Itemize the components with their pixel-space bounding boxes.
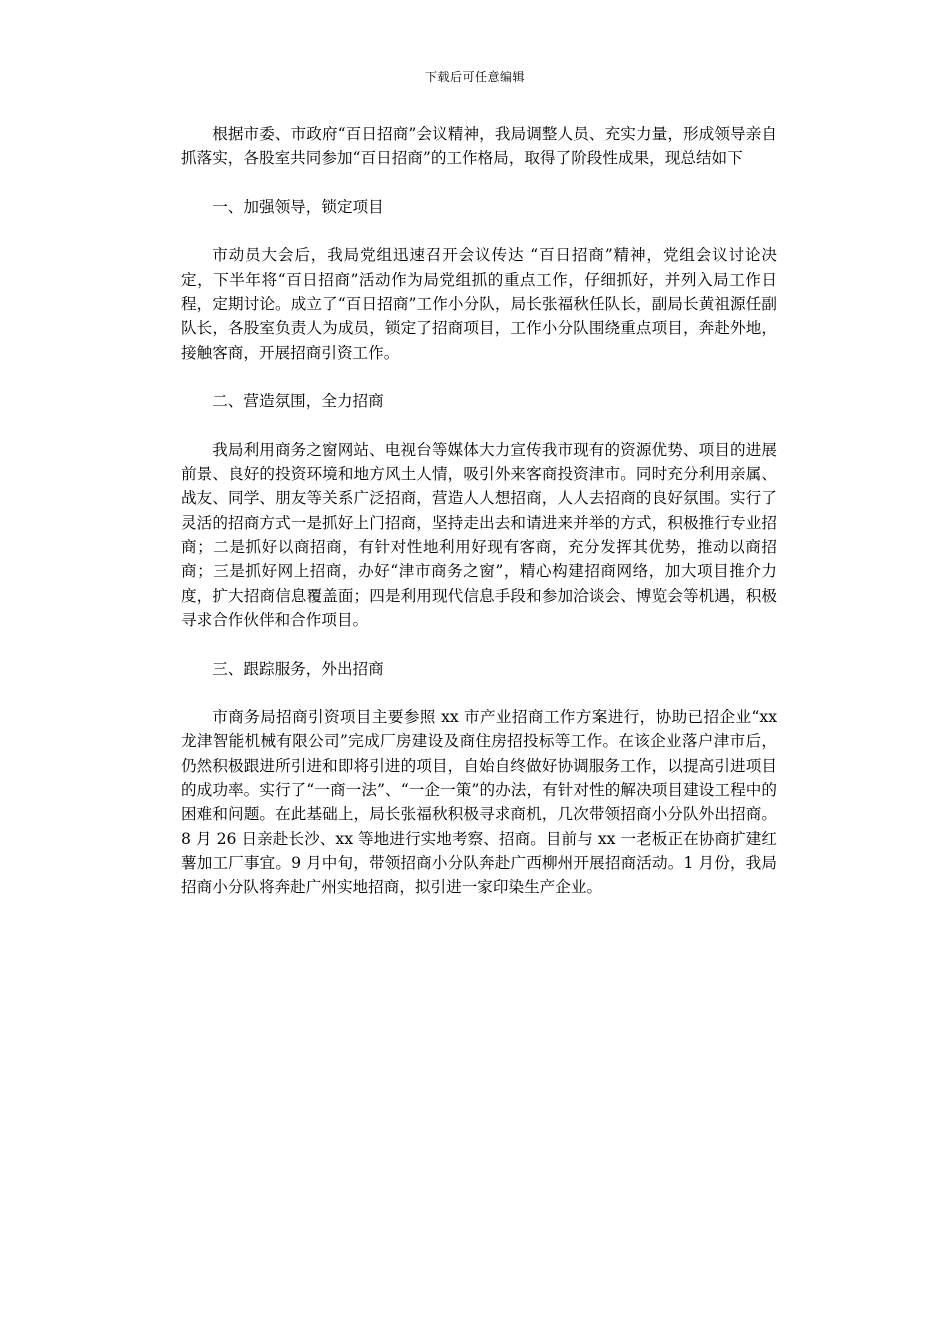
section-heading-3: 三、跟踪服务，外出招商 [212, 659, 384, 678]
intro-paragraph: 根据市委、市政府“百日招商”会议精神，我局调整人员、充实力量，形成领导亲自抓落实，各股室共同参加“百日招商”的工作格局，取得了阶段性成果，现总结如下 [181, 125, 777, 168]
section-heading-2: 二、营造氛围，全力招商 [212, 392, 384, 411]
document-body [181, 122, 777, 900]
section-body-2: 我局利用商务之窗网站、电视台等媒体大力宣传我市现有的资源优势、项目的进展前景、良好的投资环境和地方风土人情，吸引外来客商投资津市。同时充分利用亲属、战友、同学、朋友等关系广泛招商，营造人人想招商，人人去招商的良好氛围。实行了灵活的招商方式一是抓好上门招商，坚持走出去和请进来并举的方式，积极推行专业招商；二是抓好以商招商，有针对性地利用好现有客商，充分发挥其优势，推动以商招商；三是抓好网上招商，办好“津市商务之窗”，精心构建招商网络，加大项目推介力度，扩大招商信息覆盖面；四是利用现代信息手段和参加洽谈会、博览会等机遇，积极寻求合作伙伴和合作项目。 [181, 440, 777, 629]
section-body-3: 市商务局招商引资项目主要参照 xx 市产业招商工作方案进行，协助已招企业“xx 龙津智能机械有限公司”完成厂房建设及商住房招投标等工作。在该企业落户津市后，仍然积极跟进所引进和即将引进的项目，自始自终做好协调服务工作，以提高引进项目的成功率。实行了“一商一法”、“一企一策”的办法，有针对性的解决项目建设工程中的困难和问题。在此基础上，局长张福秋积极寻求商机，几次带领招商小分队外出招商。8 月 26 日亲赴长沙、xx 等地进行实地考察、招商。目前与 xx 一老板正在协商扩建红薯加工厂事宜。9 月中旬，带领招商小分队奔赴广西柳州开展招商活动。1 月份，我局招商小分队将奔赴广州实地招商，拟引进一家印染生产企业。 [181, 708, 777, 897]
section-body-1: 市动员大会后，我局党组迅速召开会议传达 “百日招商”精神，党组会议讨论决定，下半年将“百日招商”活动作为局党组抓的重点工作，仔细抓好，并列入局工作日程，定期讨论。成立了“百日招商”工作小分队，局长张福秋任队长，副局长黄祖源任副队长，各股室负责人为成员，锁定了招商项目，工作小分队围绕重点项目，奔赴外地，接触客商，开展招商引资工作。 [181, 246, 777, 362]
header-note: 下载后可任意编辑 [424, 70, 525, 84]
section-heading-1: 一、加强领导，锁定项目 [212, 197, 384, 216]
